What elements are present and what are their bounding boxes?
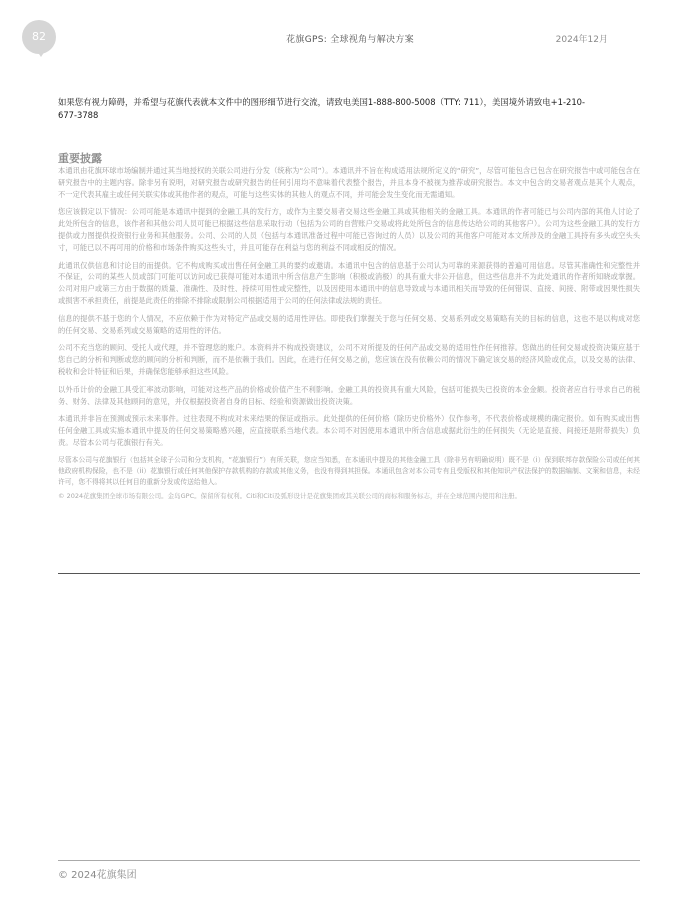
- copyright-line: © 2024花旗集团全球市场有限公司。金岛GPC。保留所有权利。Citi和Citi及弧形设计是花旗集团或其关联公司的商标和服务标志，并在全球范围内使用和注册。: [58, 491, 522, 500]
- content-divider: [58, 573, 640, 574]
- disclosure-paragraph: 以外币计价的金融工具受汇率波动影响，可能对这些产品的价格或价值产生不利影响。金融工具的投资具有重大风险，包括可能损失已投资的本金金额。投资者应自行寻求自己的税务、财务、法律及其他顾问的意见，并仅根据投资者自身的目标、经验和资源做出投资决策。: [58, 384, 640, 406]
- disclosure-paragraph: 本通讯由花旗环球市场编制并通过其当地授权的关联公司进行分发（统称为“公司”）。本通讯并不旨在构成适用法规所定义的“研究”，尽管可能包含已包含在研究报告中或可能包含在研究报告中的主题内容。除非另有说明，对研究报告或研究报告的任何引用均不意味着代表整个报告，并且本身不被视为推荐或研究报告。本文中包含的交易者观点是其个人观点，不一定代表其雇主或任何关联实体或其他作者的观点，可能与这些实体的其他人的观点不同，并可能会发生变化而无需通知。: [58, 166, 640, 199]
- header-title: 花旗GPS: 全球视角与解决方案: [286, 35, 414, 45]
- disclosure-paragraph: 您应该假定以下情况：公司可能是本通讯中提到的金融工具的发行方，或作为主要交易者交易这些金融工具或其他相关的金融工具。本通讯的作者可能已与公司内部的其他人讨论了此处所包含的信息，该作者和其他公司人员可能已根据这些信息采取行动（包括为公司的自营账户交易或将此处所包含的信息传达给公司的其他客户）。公司为这些金融工具的发行方提供或力图提供投资银行业务和其他服务。公司、公司的人员（包括与本通讯准备过程中可能已咨询过的人员）以及公司的其他客户可能对本文所涉及的金融工具持有多头或空头头寸，可能已以不再可用的价格和市场条件购买这些头寸，并且可能存在利益与您的利益不同或相反的情况。: [58, 207, 640, 252]
- section-title: 重要披露: [58, 152, 102, 165]
- disclosure-paragraph: 此通讯仅供信息和讨论目的而提供。它不构成购买或出售任何金融工具的要约或邀请。本通讯中包含的信息基于公司认为可靠的来源获得的普遍可用信息。尽管其准确性和完整性并不保证，公司的某些人员或部门可能可以访问或已获得可能对本通讯中所含信息产生影响（积极或消极）的具有重大非公开信息，但这些信息并不为此处通讯的作者所知晓或掌握。公司对用户或第三方由于数据的质量、准确性、及时性、持续可用性或完整性，以及因使用本通讯中的信息导致或与本通讯相关而导致的任何错误、直接、间接、附带或因果性损失或损害不承担责任，前提是此责任的排除不排除或限制公司根据适用于公司的任何法律或法规的责任。: [58, 260, 640, 305]
- footer-copyright: © 2024花旗集团: [58, 870, 137, 881]
- fine-print: 尽管本公司与花旗银行（包括其全球子公司和分支机构，“花旗银行”）有所关联，您应当知悉，在本通讯中提及的其他金融工具（除非另有明确说明）既不是（i）保到联邦存款保险公司或任何其他政府机构保险，也不是（ii）花旗银行或任何其他保护存款机构的存款或其他义务，也没有得到其担保。本通讯包含对本公司专有且受版权和其他知识产权法保护的数据编制、文案和信息，未经许可，您不得将其以任何目的重新分发或传送给他人。: [58, 455, 640, 486]
- disclosure-body: [58, 165, 640, 507]
- footer-divider: [58, 860, 640, 861]
- disclosure-paragraph: 公司不充当您的顾问、受托人或代理，并不管理您的账户。本资料并不构成投资建议，公司不对所提及的任何产品或交易的适用性作任何推荐。您做出的任何交易或投资决策应基于您自己的分析和判断或您的顾问的分析和判断，而不是依赖于我们。因此，在进行任何交易之前，您应该在没有依赖公司的情况下确定该交易的经济风险或优点，以及交易的法律、税收和会计特征和后果，并确保您能够承担这些风险。: [58, 343, 640, 376]
- accessibility-note: 如果您有视力障碍，并希望与花旗代表就本文件中的图形细节进行交流，请致电美国1-888-800-5008（TTY: 711），美国境外请致电+1-210-677-3788: [58, 97, 586, 120]
- disclosure-paragraph: 信息的提供不基于您的个人情况，不应依赖于作为对特定产品或交易的适用性评估。即使我们掌握关于您与任何交易、交易系列或交易策略有关的目标的信息，这也不是以构成对您的任何交易、交易系列或交易策略的适用性的评估。: [58, 313, 640, 335]
- header-date: 2024年12月: [555, 35, 608, 45]
- page-number: 82: [32, 30, 46, 43]
- disclosure-paragraph: 本通讯并非旨在预测或预示未来事件。过往表现不构成对未来结果的保证或指示。此处提供的任何价格（除历史价格外）仅作参考，不代表价格或规模的确定报价。如有购买或出售任何金融工具或实施本通讯中提及的任何交易策略感兴趣，应直接联系当地代表。本公司不对因使用本通讯中所含信息或据此衍生的任何损失（无论是直接、间接还是附带损失）负责。尽管本公司与花旗银行有关。: [58, 414, 640, 447]
